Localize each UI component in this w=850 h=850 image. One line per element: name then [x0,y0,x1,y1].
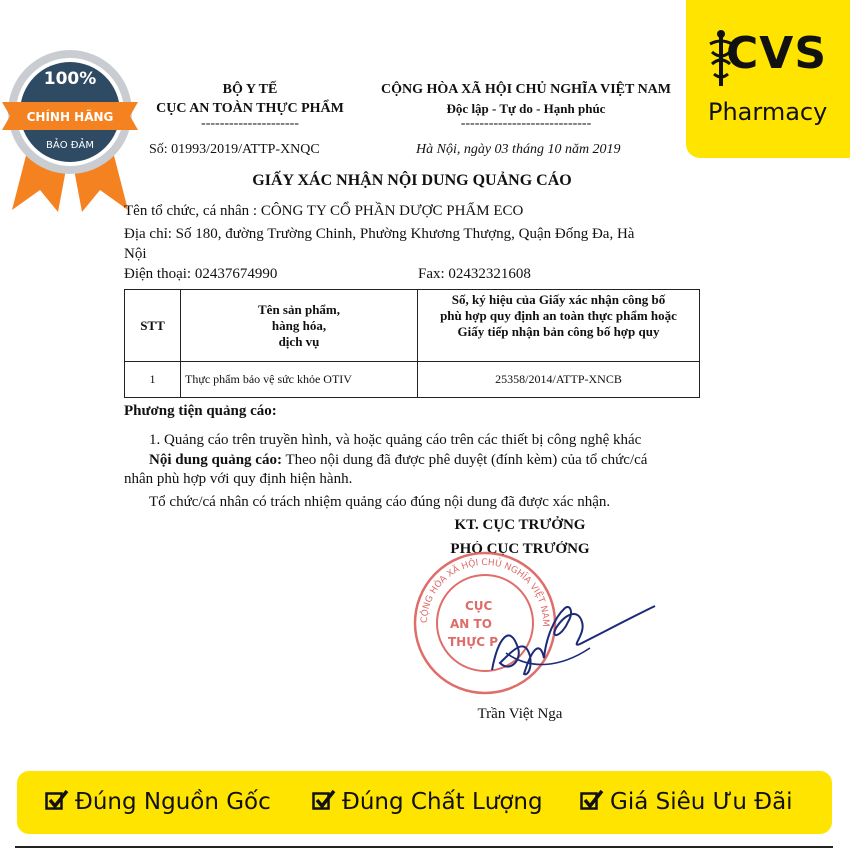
stamp-text: THỰC P [448,635,499,649]
row-cert: 25358/2014/ATTP-XNCB [418,362,700,398]
media-item: 1. Quảng cáo trên truyền hình, và hoặc quảng cáo trên các thiết bị công nghệ khác [149,432,642,448]
logo-sub: Pharmacy [708,98,828,126]
genuine-badge-icon [0,40,140,215]
header-product [181,290,418,362]
stamp-text: AN TO [450,617,492,631]
org-fax: Fax: 02432321608 [418,266,531,282]
header-stt: STT [125,290,181,362]
badge-bottom-text: BẢO ĐẢM [46,140,94,151]
sign-title1: KT. CỤC TRƯỞNG [454,517,586,533]
feature-label: Giá Siêu Ưu Đãi [610,789,793,815]
content-text-line2: nhân phù hợp với quy định hiện hành. [124,471,353,487]
feature-label: Đúng Chất Lượng [342,789,543,815]
media-heading: Phương tiện quảng cáo: [124,403,277,419]
motto: Độc lập - Tự do - Hạnh phúc [446,101,606,116]
cvs-pharmacy-logo [686,0,850,158]
document-date: Hà Nội, ngày 03 tháng 10 năm 2019 [416,142,621,157]
stamp-text: CỤC [465,599,493,613]
header-product-line: dịch vụ [278,333,320,349]
sign-title2: PHÓ CỤC TRƯỞNG [450,541,590,555]
logo-brand: CVS [726,28,828,79]
signature-icon [470,578,670,698]
row-product: Thực phẩm bảo vệ sức khỏe OTIV [181,362,418,398]
document-title: GIẤY XÁC NHẬN NỘI DUNG QUẢNG CÁO [252,172,572,189]
header-cert-line: phù hợp quy định an toàn thực phẩm hoặc [440,308,677,323]
org-phone: Điện thoại: 02437674990 [124,266,278,282]
feature-label: Đúng Nguồn Gốc [75,789,271,815]
badge-ribbon-text: CHÍNH HÃNG [26,110,114,124]
table-row [125,362,700,398]
responsibility-note: Tổ chức/cá nhân có trách nhiệm quảng cáo đúng nội dung đã được xác nhận. [149,494,611,510]
content-label: Nội dung quảng cáo: [149,452,282,468]
features-bar [17,771,832,834]
header-cert-line: Số, ký hiệu của Giấy xác nhận công bố [451,292,666,307]
checkbox-check-icon [312,789,336,811]
header-cert-line: Giấy tiếp nhận bản công bố hợp quy [457,324,660,339]
org-address-line2: Nội [124,246,147,262]
row-stt: 1 [125,362,181,398]
left-divider: --------------------- [201,116,299,131]
badge-top-text: 100% [43,69,97,89]
feature-origin [45,789,271,815]
stamp-ring-text: CỘNG HÒA XÃ HỘI CHỦ NGHĨA VIỆT NAM [419,557,551,627]
org-name: Tên tổ chức, cá nhân : CÔNG TY CỔ PHẦN DƯỢC PHẨM ECO [124,203,524,219]
header-product-line: Tên sản phẩm, [258,301,340,317]
signer-name: Trần Việt Nga [477,706,563,722]
country-name: CỘNG HÒA XÃ HỘI CHỦ NGHĨA VIỆT NAM [380,82,671,97]
content-paragraph [149,452,647,469]
content-text: Theo nội dung đã được phê duyệt (đính kèm) của tổ chức/cá [281,452,648,468]
header-product-line: hàng hóa, [271,317,327,333]
agency-name: CỤC AN TOÀN THỰC PHẨM [156,101,344,116]
feature-quality [312,789,543,815]
document-number: Số: 01993/2019/ATTP-XNQC [149,142,320,157]
checkbox-check-icon [45,789,69,811]
product-table [124,289,700,398]
ministry-name: BỘ Y TẾ [222,82,278,97]
org-address-line1: Địa chỉ: Số 180, đường Trường Chinh, Phường Khương Thượng, Quận Đống Đa, Hà [124,226,635,242]
right-divider: ---------------------------- [460,116,592,131]
bottom-divider [15,846,833,848]
feature-price [580,789,793,815]
header-cert [418,290,700,362]
checkbox-check-icon [580,789,604,811]
